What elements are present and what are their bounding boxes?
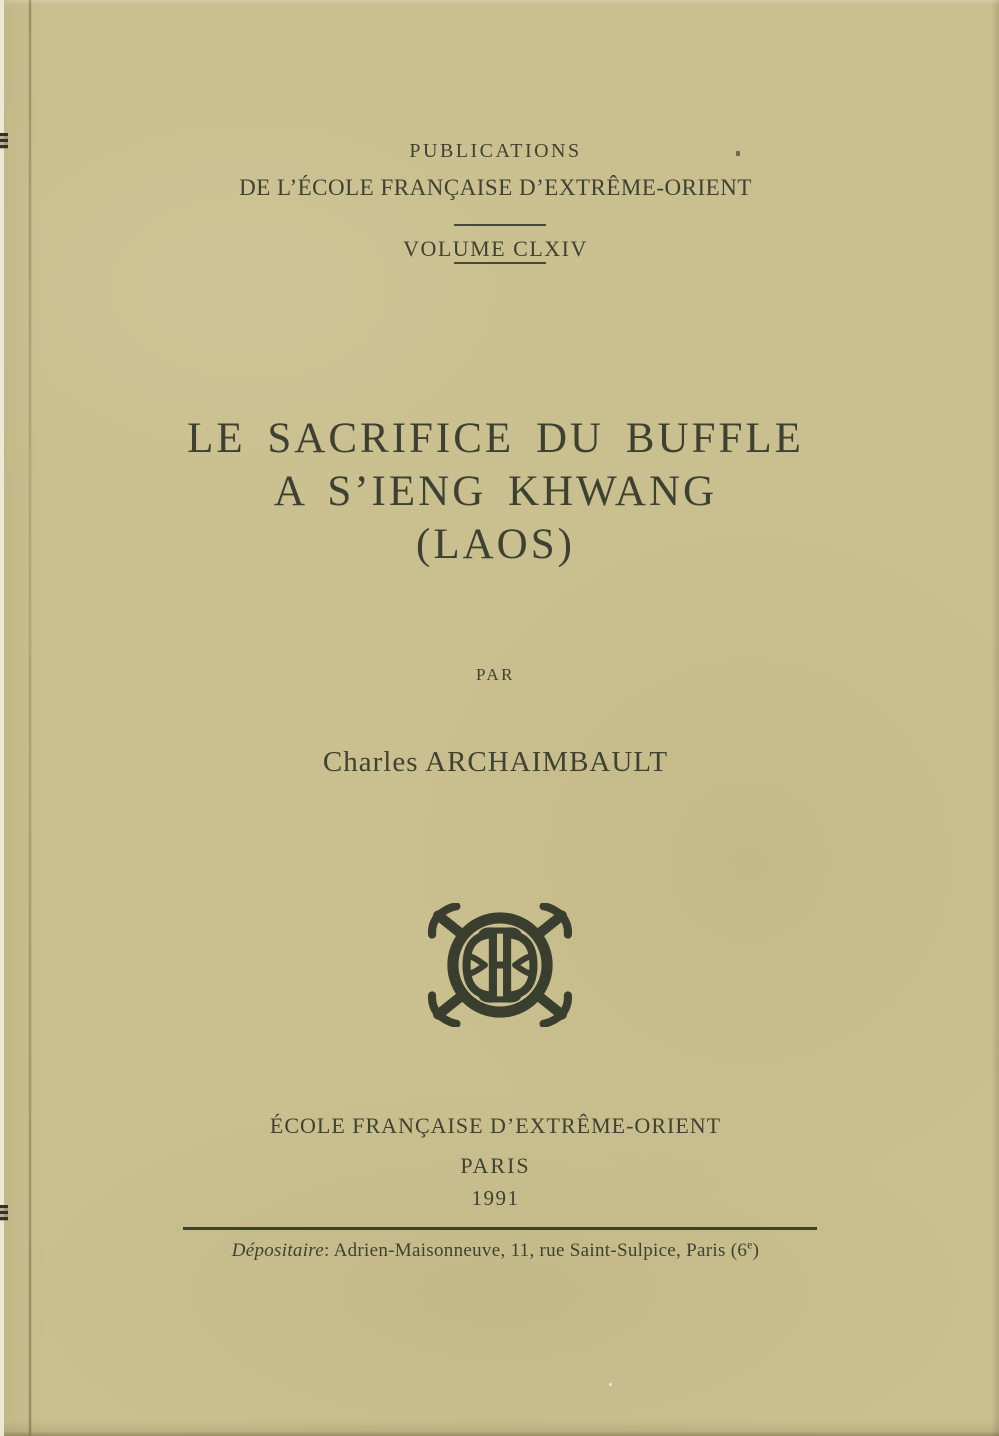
book-title-line3: (LAOS) xyxy=(416,521,575,568)
author-name: Charles ARCHAIMBAULT xyxy=(322,746,669,778)
imprint-rule xyxy=(183,1227,817,1230)
series-title: PUBLICATIONS xyxy=(409,140,582,162)
depositaire-separator: : xyxy=(324,1240,334,1261)
book-title-line1: LE SACRIFICE DU BUFFLE xyxy=(187,415,804,462)
depositaire-superscript: e xyxy=(747,1238,753,1252)
volume-divider-rule xyxy=(454,262,546,264)
efeo-monogram-icon xyxy=(422,903,578,1027)
byline-preposition: PAR xyxy=(475,665,515,684)
book-title xyxy=(0,412,995,571)
book-title-line2: A S’IENG KHWANG xyxy=(273,468,718,515)
spine-crease xyxy=(29,0,31,1436)
depositaire-note xyxy=(0,1240,995,1262)
paper-speck-light xyxy=(609,1383,612,1386)
depositaire-closing: ) xyxy=(752,1240,760,1261)
publisher-logo xyxy=(422,903,578,1027)
publisher-name: ÉCOLE FRANÇAISE D’EXTRÊME-ORIENT xyxy=(269,1113,722,1138)
depositaire-address: Adrien-Maisonneuve, 11, rue Saint-Sulpice, Paris (6 xyxy=(333,1240,748,1261)
series-divider-rule xyxy=(454,224,546,226)
depositaire-label: Dépositaire xyxy=(231,1240,325,1261)
series-institution: DE L’ÉCOLE FRANÇAISE D’EXTRÊME-ORIENT xyxy=(239,175,752,200)
publication-year: 1991 xyxy=(471,1186,520,1210)
volume-number: VOLUME CLXIV xyxy=(403,236,588,261)
publication-city: PARIS xyxy=(460,1153,531,1178)
